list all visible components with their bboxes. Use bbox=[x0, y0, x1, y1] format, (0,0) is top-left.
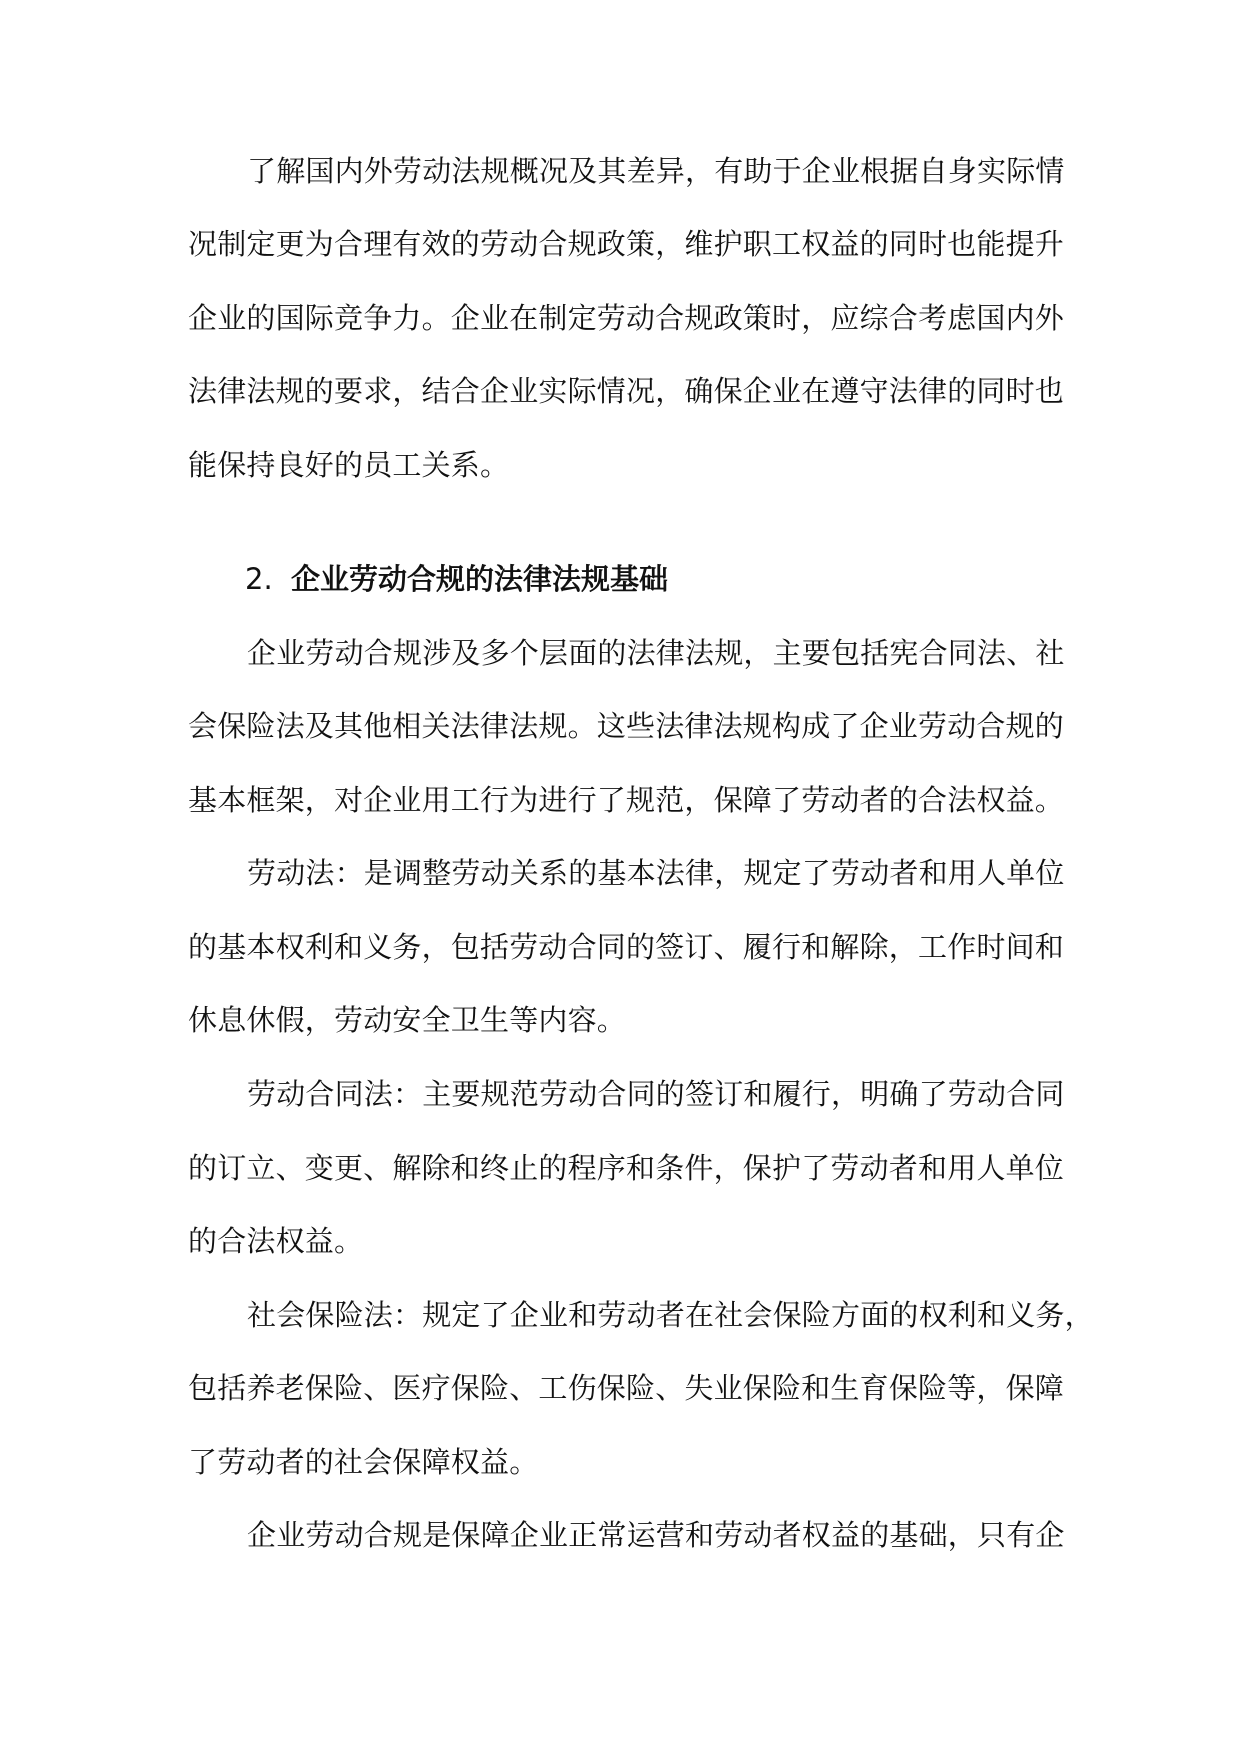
paragraph-line: 会保险法及其他相关法律法规。这些法律法规构成了企业劳动合规的 bbox=[188, 709, 1065, 743]
paragraph-line: 企业劳动合规是保障企业正常运营和劳动者权益的基础，只有企 bbox=[247, 1518, 1065, 1552]
paragraph-line: 社会保险法：规定了企业和劳动者在社会保险方面的权利和义务， bbox=[247, 1298, 1094, 1332]
paragraph-line: 劳动法：是调整劳动关系的基本法律，规定了劳动者和用人单位 bbox=[247, 856, 1065, 890]
paragraph-line: 基本框架，对企业用工行为进行了规范，保障了劳动者的合法权益。 bbox=[188, 783, 1065, 817]
paragraph-line: 法律法规的要求，结合企业实际情况，确保企业在遵守法律的同时也 bbox=[188, 374, 1065, 408]
section-number: 2. bbox=[245, 562, 273, 596]
paragraph-line: 企业劳动合规涉及多个层面的法律法规，主要包括宪合同法、社 bbox=[247, 636, 1065, 670]
paragraph-line: 劳动合同法：主要规范劳动合同的签订和履行，明确了劳动合同 bbox=[247, 1077, 1065, 1111]
paragraph-line: 的订立、变更、解除和终止的程序和条件，保护了劳动者和用人单位 bbox=[188, 1151, 1065, 1185]
section-title: 企业劳动合规的法律法规基础 bbox=[291, 562, 669, 596]
paragraph-line: 的合法权益。 bbox=[188, 1224, 364, 1258]
paragraph-line: 包括养老保险、医疗保险、工伤保险、失业保险和生育保险等，保障 bbox=[188, 1371, 1065, 1405]
paragraph-line: 企业的国际竞争力。企业在制定劳动合规政策时，应综合考虑国内外 bbox=[188, 301, 1065, 335]
paragraph-line: 况制定更为合理有效的劳动合规政策，维护职工权益的同时也能提升 bbox=[188, 227, 1065, 261]
paragraph-line: 了劳动者的社会保障权益。 bbox=[188, 1445, 539, 1479]
section-heading bbox=[245, 549, 1045, 609]
paragraph-line: 的基本权利和义务，包括劳动合同的签订、履行和解除，工作时间和 bbox=[188, 930, 1065, 964]
paragraph-line: 能保持良好的员工关系。 bbox=[188, 448, 510, 482]
paragraph-line: 休息休假，劳动安全卫生等内容。 bbox=[188, 1003, 627, 1037]
paragraph-line: 了解国内外劳动法规概况及其差异，有助于企业根据自身实际情 bbox=[247, 154, 1065, 188]
